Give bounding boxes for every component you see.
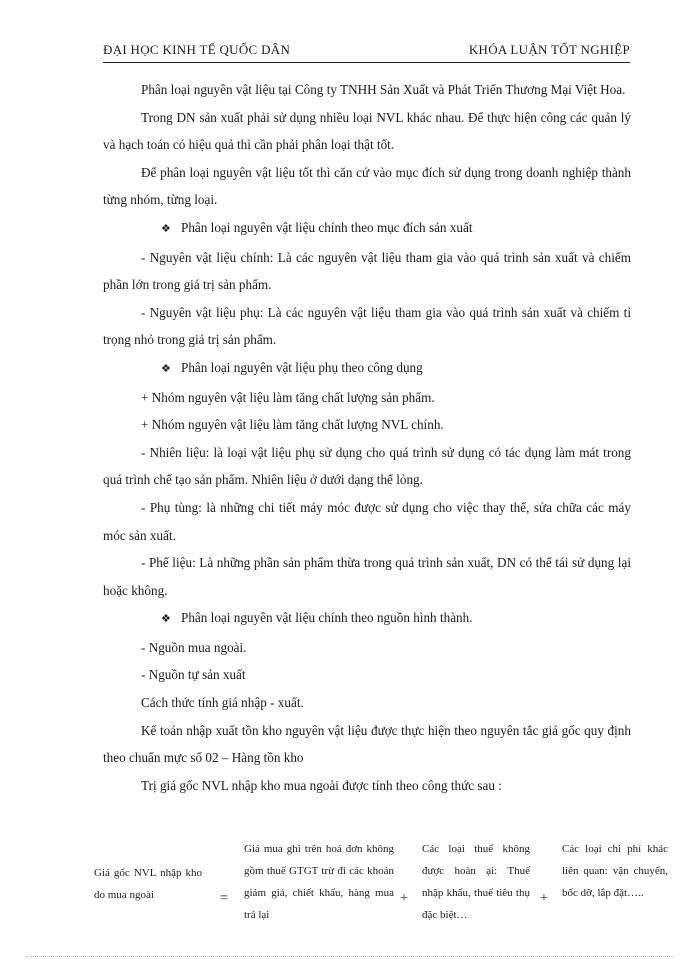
paragraph-source-purchase: - Nguồn mua ngoài.	[141, 639, 247, 655]
paragraph-group-nvl: + Nhóm nguyên vật liệu làm tăng chất lượng NVL chính.	[141, 417, 444, 433]
page-header	[103, 40, 630, 63]
formula-equals: =	[220, 891, 228, 906]
paragraph-basis: Để phân loại nguyên vật liệu tốt thì căn cứ vào mục đích sử dụng trong doanh nghiệp thành từng nhóm, từng loại.	[103, 164, 631, 208]
cost-formula	[94, 838, 684, 950]
paragraph-source-self: - Nguồn tự sản xuất	[141, 667, 246, 683]
header-university: ĐẠI HỌC KINH TẾ QUỐC DÂN	[103, 42, 291, 57]
diamond-bullet-icon: ❖	[161, 222, 171, 235]
bullet-text: Phân loại nguyên vật liệu chính theo mục đích sản xuất	[181, 219, 473, 235]
paragraph-main-material: - Nguyên vật liệu chính: Là các nguyên vật liệu tham gia vào quá trình sản xuất và chiếm phần lớn trong giá trị sản phẩm.	[103, 249, 631, 293]
formula-term-other-costs: Các loại chi phí khác liên quan: vận chuyển, bốc dỡ, lắp đặt…..	[562, 843, 668, 899]
page-bottom-rule	[26, 956, 674, 957]
diamond-bullet-icon: ❖	[161, 613, 171, 626]
paragraph-pricing-method: Cách thức tính giá nhập - xuất.	[141, 695, 304, 711]
paragraph-group-quality: + Nhóm nguyên vật liệu làm tăng chất lượng sản phẩm.	[141, 389, 435, 405]
bullet-main-by-purpose	[103, 214, 631, 244]
paragraph-formula-intro: Trị giá gốc NVL nhập kho mua ngoài được tính theo công thức sau :	[141, 777, 502, 793]
bullet-text: Phân loại nguyên vật liệu chính theo nguồn hình thành.	[181, 610, 473, 626]
formula-plus-1: +	[400, 891, 408, 906]
paragraph-scrap: - Phế liệu: Là những phần sản phẩm thừa trong quá trình sản xuất, DN có thể tái sử dụng lại hoặc không.	[103, 555, 631, 598]
formula-term-purchase-price: Giá mua ghi trên hoá đơn không gồm thuế GTGT trừ đi các khoản giảm giá, chiết khấu, hàng mua trả lại	[244, 843, 394, 921]
header-thesis-label: KHÓA LUẬN TỐT NGHIỆP	[468, 42, 630, 57]
paragraph-classification-intro: Phân loại nguyên vật liệu tại Công ty TNHH Sản Xuất và Phát Triển Thương Mại Việt Hoa.	[141, 82, 626, 97]
paragraph-aux-material: - Nguyên vật liệu phụ: Là các nguyên vật liệu tham gia vào quá trình sản xuất và chiếm tỉ trọng nhỏ trong giá trị sản phẩm.	[103, 304, 631, 348]
bullet-aux-by-use	[103, 354, 631, 384]
formula-lhs: Giá gốc NVL nhập kho do mua ngoài	[94, 867, 202, 901]
formula-plus-2: +	[540, 891, 548, 906]
paragraph-spare-parts: - Phụ tùng: là những chi tiết máy móc được sử dụng cho việc thay thế, sửa chữa các máy móc sản xuất.	[103, 499, 631, 543]
bullet-main-by-source	[103, 604, 631, 634]
bullet-text: Phân loại nguyên vật liệu phụ theo công dụng	[181, 359, 423, 375]
paragraph-accounting-principle: Kế toán nhập xuất tồn kho nguyên vật liệu được thực hiện theo nguyên tắc giá gốc quy định theo chuẩn mực số 02 – Hàng tồn kho	[103, 722, 631, 766]
paragraph-many-materials: Trong DN sản xuất phải sử dụng nhiều loại NVL khác nhau. Để thực hiện công các quản lý và hạch toán có hiệu quả thì cần phải phân loại thật tốt.	[103, 109, 631, 153]
formula-term-taxes: Các loại thuế không được hoàn ại: Thuế nhập khẩu, thuế tiêu thụ đặc biệt…	[422, 843, 530, 921]
diamond-bullet-icon: ❖	[161, 362, 171, 375]
paragraph-fuel: - Nhiên liệu: là loại vật liệu phụ sử dụng cho quá trình sử dụng có tác dụng làm mát trong quá trình chế tạo sản phẩm. Nhiên liệu ở dưới dạng thể lỏng.	[103, 444, 631, 488]
document-body	[103, 76, 631, 799]
